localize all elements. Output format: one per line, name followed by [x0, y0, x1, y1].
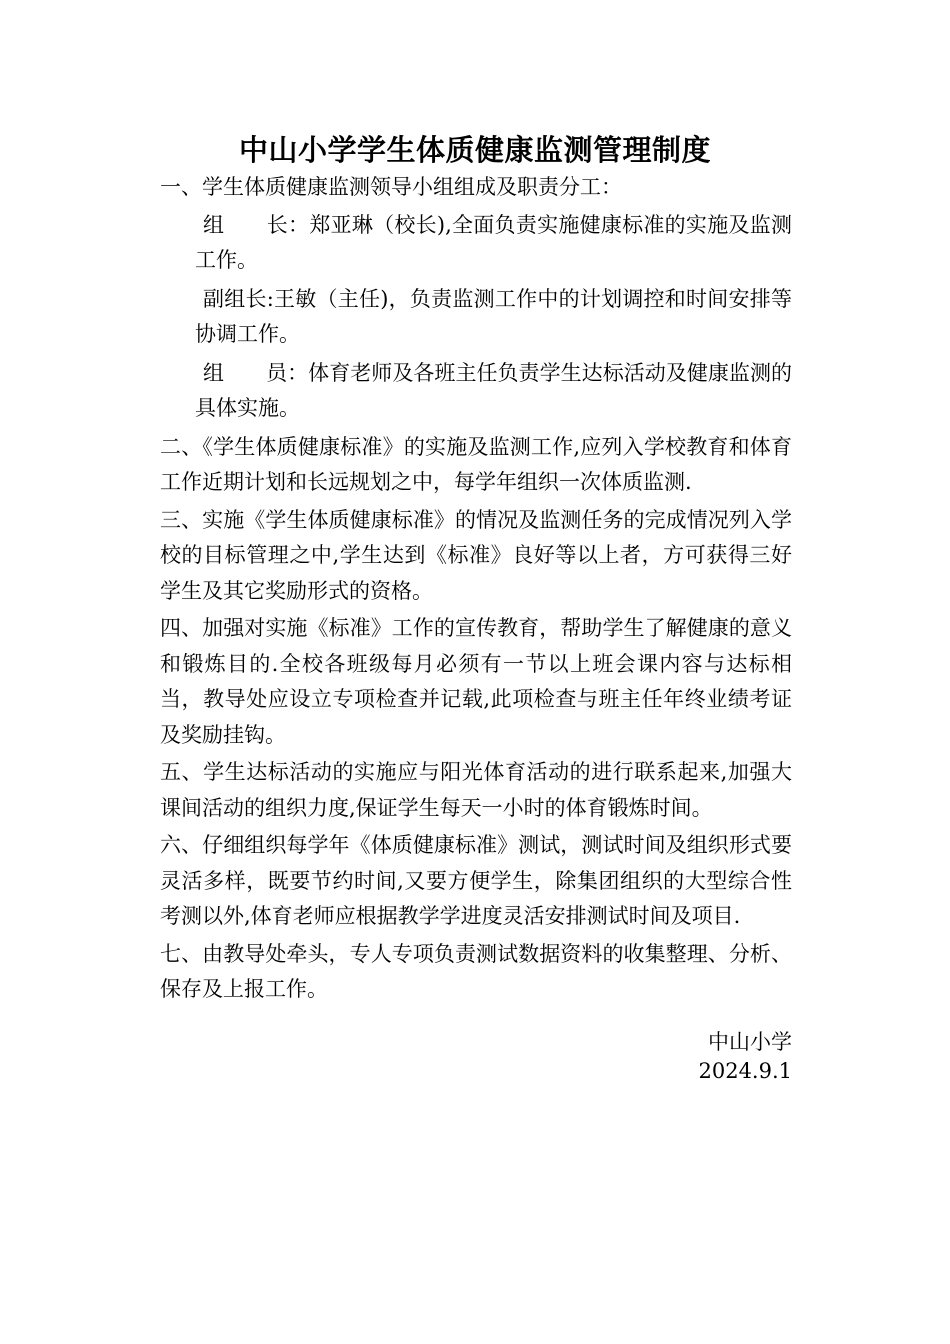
section-4: 四、加强对实施《标准》工作的宣传教育，帮助学生了解健康的意义和锻炼目的.全校各班级每月必须有一节以上班会课内容与达标相当，教导处应设立专项检查并记载,此项检查与班主任年终业绩考证及奖励挂钩。: [160, 616, 792, 747]
section-1-leader: 组 长：郑亚琳（校长),全面负责实施健康标准的实施及监测工作。: [195, 212, 792, 272]
section-2: 二、《学生体质健康标准》的实施及监测工作,应列入学校教育和体育工作近期计划和长远规划之中，每学年组织一次体质监测.: [160, 434, 792, 494]
section-1-members: 组 员：体育老师及各班主任负责学生达标活动及健康监测的具体实施。: [195, 360, 792, 420]
section-5: 五、学生达标活动的实施应与阳光体育活动的进行联系起来,加强大课间活动的组织力度,保证学生每天一小时的体育锻炼时间。: [160, 760, 792, 820]
section-1-deputy: 副组长:王敏（主任)，负责监测工作中的计划调控和时间安排等协调工作。: [195, 286, 792, 346]
document-body: [160, 170, 792, 1010]
signature-date: 2024.9.1: [698, 1059, 792, 1083]
signature-org: 中山小学: [708, 1030, 792, 1054]
section-6: 六、仔细组织每学年《体质健康标准》测试，测试时间及组织形式要灵活多样，既要节约时间,又要方便学生，除集团组织的大型综合性考测以外,体育老师应根据教学学进度灵活安排测试时间及项目.: [160, 833, 792, 928]
document-title: 中山小学学生体质健康监测管理制度: [238, 133, 711, 167]
section-3: 三、实施《学生体质健康标准》的情况及监测任务的完成情况列入学校的目标管理之中,学生达到《标准》良好等以上者，方可获得三好学生及其它奖励形式的资格。: [160, 507, 792, 603]
section-1: 一、学生体质健康监测领导小组组成及职责分工：: [160, 175, 622, 199]
signature-block: [698, 1028, 792, 1086]
section-7: 七、由教导处牵头，专人专项负责测试数据资料的收集整理、分析、保存及上报工作。: [160, 941, 792, 1001]
